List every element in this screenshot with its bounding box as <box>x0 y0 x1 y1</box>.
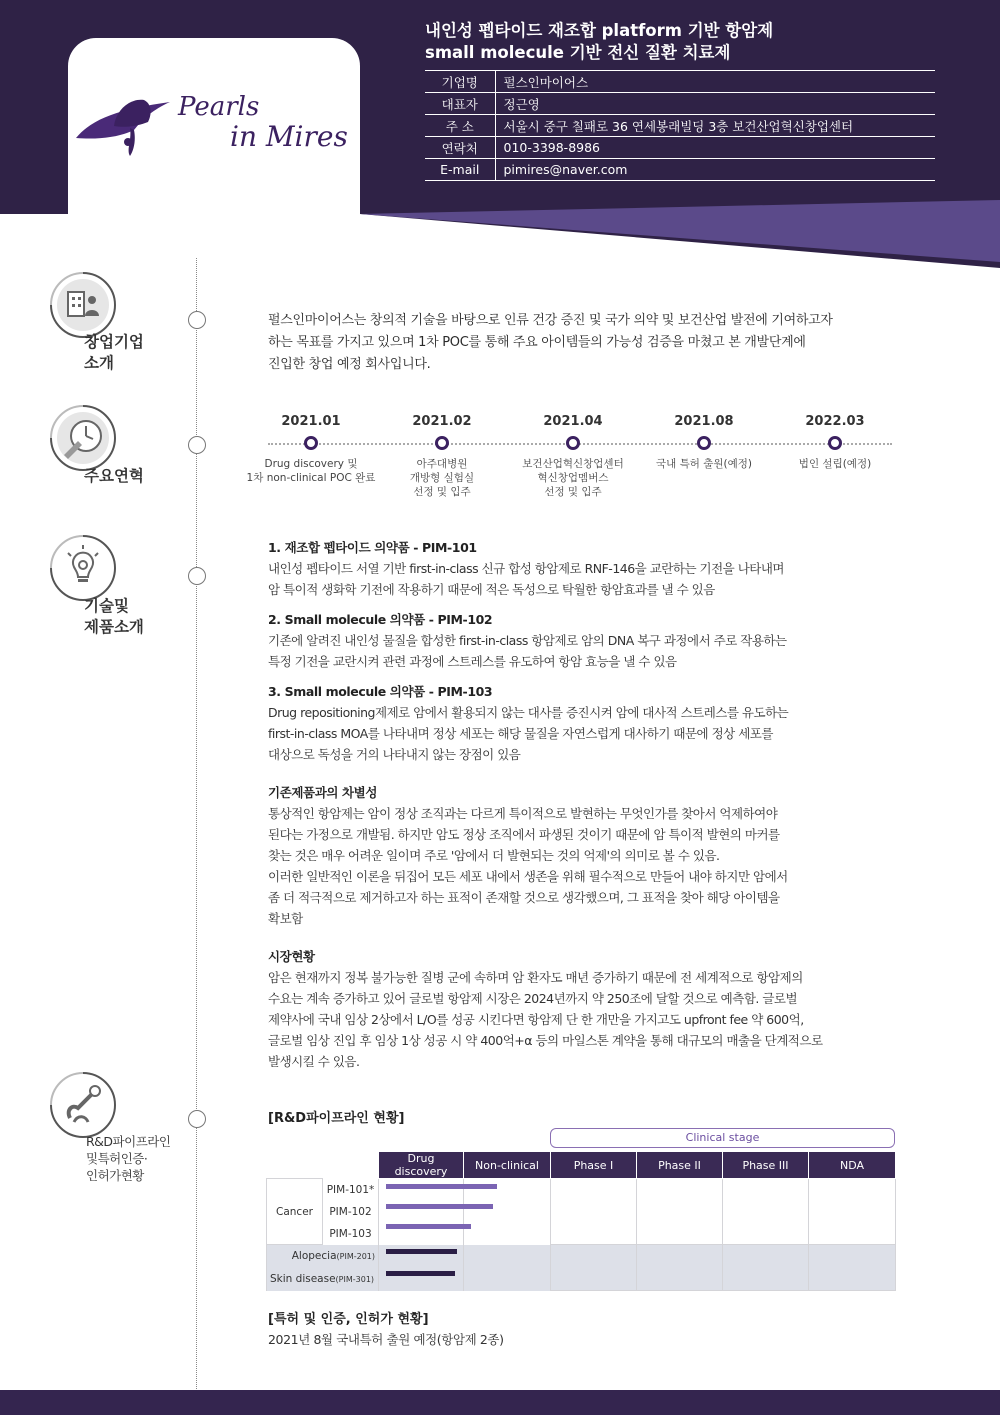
text-line: 기존에 알려진 내인성 물질을 합성한 first-in-class 항암제로 암의 DNA 복구 과정에서 주로 작용하는 <box>268 633 787 648</box>
pipeline-column-header: Phase III <box>723 1152 809 1179</box>
pipeline-item-name: PIM-101* <box>323 1179 379 1201</box>
company-info-table <box>425 70 935 181</box>
clock-pen-icon <box>48 403 118 473</box>
history-desc-line: 선정 및 입주 <box>544 486 602 498</box>
info-key: 주 소 <box>425 115 495 137</box>
text-line: 암 특이적 생화학 기전에 작용하기 때문에 적은 독성으로 탁월한 항암효과를 낼 수 있음 <box>268 582 715 597</box>
history-year: 2021.04 <box>543 414 603 429</box>
patent-title: [특허 및 인증, 인허가 현황] <box>268 1312 429 1327</box>
history-desc-line: 선정 및 입주 <box>413 486 471 498</box>
product-desc <box>268 630 868 672</box>
text-line: 통상적인 항암제는 암이 정상 조직과는 다르게 특이적으로 발현하는 무엇인가를 찾아서 억제하여야 <box>268 806 778 821</box>
progress-bar-pim-101 <box>386 1184 497 1189</box>
history-desc-line: 법인 설립(예정) <box>798 458 872 470</box>
section-label-line: 기술및 <box>84 597 129 615</box>
history-timeline-line <box>268 443 892 445</box>
pipeline-column-header: Phase II <box>637 1152 723 1179</box>
progress-bar-pim-301 <box>386 1271 455 1276</box>
market-desc <box>268 967 868 1072</box>
logo-wordmark <box>178 92 348 152</box>
pipeline-row <box>267 1245 896 1268</box>
rd-pipeline-title: [R&D파이프라인 현황] <box>268 1111 405 1126</box>
history-desc-line: 보건산업혁신창업센터 <box>522 458 624 470</box>
section-label-line: 창업기업 <box>84 333 144 351</box>
pipeline-column-header: Non-clinical <box>464 1152 551 1179</box>
tech-section <box>268 538 868 1082</box>
info-row <box>425 93 935 115</box>
section-label-history: 주요연혁 <box>84 467 144 485</box>
info-key: E-mail <box>425 159 495 181</box>
text-line: 대상으로 독성을 거의 나타내지 않는 장점이 있음 <box>268 747 521 762</box>
history-desc <box>629 457 779 471</box>
text-line: 좀 더 적극적으로 제거하고자 하는 표적이 존재할 것으로 생각했으며, 그 표적을 찾아 해당 아이템을 <box>268 890 780 905</box>
footer-bar <box>0 1390 1000 1415</box>
pipeline-item-text: Alopecia <box>291 1250 337 1263</box>
pipeline-header-row <box>267 1152 896 1179</box>
section-label-intro <box>84 332 144 374</box>
product-title: 2. Small molecule 의약품 - PIM-102 <box>268 612 493 627</box>
pipeline-item-code: (PIM-301) <box>335 1275 375 1284</box>
text-line: 제약사에 국내 임상 2상에서 L/O를 성공 시킨다면 항암제 단 한 개만을 가지고도 upfront fee 약 600억, <box>268 1012 804 1027</box>
progress-bar-pim-103 <box>386 1224 471 1229</box>
product-title: 3. Small molecule 의약품 - PIM-103 <box>268 684 493 699</box>
product-title: 1. 재조합 펩타이드 의약품 - PIM-101 <box>268 540 477 555</box>
text-line: 된다는 가정으로 개발됨. 하지만 암도 정상 조직에서 파생된 것이기 때문에 암 특이적 발현의 마커를 <box>268 827 780 842</box>
history-desc-line: 개방형 실험실 <box>409 472 475 484</box>
history-desc <box>236 457 386 485</box>
intro-line: 하는 목표를 가지고 있으며 1차 POC를 통해 주요 아이템들의 가능성 검증을 마쳤고 본 개발단계에 <box>268 335 806 350</box>
section-label-line: R&D파이프라인 <box>86 1134 171 1149</box>
vertical-timeline <box>196 258 197 1415</box>
pipeline-item-name <box>267 1245 379 1268</box>
history-dot <box>828 436 842 450</box>
header-banner <box>0 0 1000 270</box>
section-label-line: 인허가현황 <box>86 1168 144 1183</box>
history-year: 2021.08 <box>674 414 734 429</box>
info-row <box>425 159 935 181</box>
text-line: Drug repositioning제제로 암에서 활용되지 않는 대사를 증진시켜 암에 대사적 스트레스를 유도하는 <box>268 705 789 720</box>
pipeline-item-name <box>267 1268 379 1291</box>
history-desc-line: 아주대병원 <box>416 458 468 470</box>
section-label-rd <box>86 1133 170 1184</box>
info-row <box>425 137 935 159</box>
info-value: 010-3398-8986 <box>495 137 935 159</box>
header-title-line2: small molecule 기반 전신 질환 치료제 <box>425 43 731 62</box>
history-desc <box>760 457 910 471</box>
text-line: 확보함 <box>268 911 303 926</box>
section-label-tech <box>84 596 144 638</box>
text-line: 암은 현재까지 정복 불가능한 질병 군에 속하며 암 환자도 매년 증가하기 때문에 전 세계적으로 항암제의 <box>268 970 803 985</box>
history-dot <box>304 436 318 450</box>
section-label-line: 제품소개 <box>84 618 144 636</box>
product-desc <box>268 702 868 765</box>
section-label-line: 소개 <box>84 354 114 372</box>
pipeline-column-header: Phase I <box>551 1152 637 1179</box>
text-line: 발생시킬 수 있음. <box>268 1054 360 1069</box>
history-dot <box>697 436 711 450</box>
pipe-tools-icon <box>48 1070 118 1140</box>
differentiation-desc <box>268 803 868 929</box>
logo-line2: in Mires <box>230 120 348 153</box>
progress-bar-pim-102 <box>386 1204 493 1209</box>
history-desc <box>367 457 517 499</box>
timeline-node <box>188 311 206 329</box>
intro-line: 진입한 창업 예정 회사입니다. <box>268 357 431 372</box>
info-row <box>425 115 935 137</box>
history-desc-line: 1차 non-clinical POC 완료 <box>246 472 376 484</box>
product-desc <box>268 558 868 600</box>
info-row <box>425 71 935 93</box>
pipeline-column-header: Drug discovery <box>379 1152 464 1179</box>
info-value: pimires@naver.com <box>495 159 935 181</box>
text-line: 수요는 계속 증가하고 있어 글로벌 항암제 시장은 2024년까지 약 250조에 달할 것으로 예측함. 글로벌 <box>268 991 798 1006</box>
history-year: 2021.02 <box>412 414 472 429</box>
pipeline-column-header: NDA <box>809 1152 896 1179</box>
pipeline-item-name: PIM-103 <box>323 1223 379 1245</box>
pipeline-row <box>267 1179 896 1201</box>
info-key: 대표자 <box>425 93 495 115</box>
intro-text <box>268 310 868 376</box>
pipeline-item-text: Skin disease <box>270 1273 336 1285</box>
clinical-stage-label: Clinical stage <box>550 1128 895 1148</box>
section-label-line: 및특허인증· <box>86 1151 148 1166</box>
building-people-icon <box>48 270 118 340</box>
text-line: 특정 기전을 교란시켜 관련 과정에 스트레스를 유도하여 항암 효능을 낼 수 있음 <box>268 654 677 669</box>
hat-logo-icon <box>72 80 182 160</box>
info-key: 연락처 <box>425 137 495 159</box>
history-desc-line: 혁신창업멤버스 <box>537 472 609 484</box>
history-year: 2022.03 <box>805 414 865 429</box>
progress-bar-pim-201 <box>386 1249 457 1254</box>
history-desc-line: Drug discovery 및 <box>264 458 358 470</box>
timeline-node <box>188 567 206 585</box>
logo-line1: Pearls <box>178 92 260 122</box>
history-desc <box>498 457 648 499</box>
info-value: 서울시 중구 칠패로 36 연세봉래빌딩 3층 보건산업혁신창업센터 <box>495 115 935 137</box>
text-line: 글로벌 임상 진입 후 임상 1상 성공 시 약 400억+α 등의 마일스톤 계약을 통해 대규모의 매출을 단계적으로 <box>268 1033 823 1048</box>
history-desc-line: 국내 특허 출원(예정) <box>655 458 752 470</box>
pipeline-item-name: PIM-102 <box>323 1201 379 1223</box>
rd-pipeline-table <box>266 1151 896 1291</box>
header-title <box>425 20 773 64</box>
header-title-line1: 내인성 펩타이드 재조합 platform 기반 항암제 <box>425 21 774 40</box>
timeline-node <box>188 1110 206 1128</box>
lightbulb-gear-icon <box>48 533 118 603</box>
info-value: 펄스인마이어스 <box>495 71 935 93</box>
history-dot <box>435 436 449 450</box>
history-dot <box>566 436 580 450</box>
text-line: 이러한 일반적인 이론을 뒤집어 모든 세포 내에서 생존을 위해 필수적으로 만들어 내야 하지만 암에서 <box>268 869 788 884</box>
market-title: 시장현황 <box>268 949 315 964</box>
patent-text: 2021년 8월 국내특허 출원 예정(항암제 2종) <box>268 1332 504 1347</box>
info-value: 정근영 <box>495 93 935 115</box>
timeline-node <box>188 436 206 454</box>
info-key: 기업명 <box>425 71 495 93</box>
intro-line: 펄스인마이어스는 창의적 기술을 바탕으로 인류 건강 증진 및 국가 의약 및 보건산업 발전에 기여하고자 <box>268 313 833 328</box>
pipeline-group-label: Cancer <box>267 1179 323 1245</box>
history-year: 2021.01 <box>281 414 341 429</box>
text-line: 내인성 펩타이드 서열 기반 first-in-class 신규 합성 항암제로 RNF-146을 교란하는 기전을 나타내며 <box>268 561 785 576</box>
text-line: 찾는 것은 매우 어려운 일이며 주로 '암에서 더 발현되는 것의 억제'의 의미로 볼 수 있음. <box>268 848 720 863</box>
differentiation-title: 기존제품과의 차별성 <box>268 785 378 800</box>
text-line: first-in-class MOA를 나타내며 정상 세포는 해당 물질을 자연스럽게 대사하기 때문에 정상 세포를 <box>268 726 773 741</box>
pipeline-item-code: (PIM-201) <box>336 1252 375 1262</box>
